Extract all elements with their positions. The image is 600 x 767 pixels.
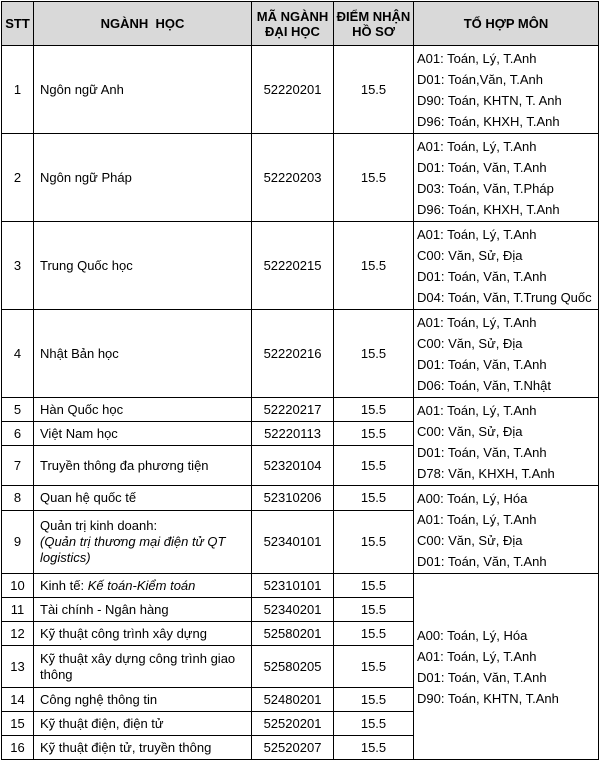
- combo-cell: A01: Toán, Lý, T.Anh C00: Văn, Sử, Địa D01: Toán, Văn, T.Anh D78: Văn, KHXH, T.Anh: [414, 398, 599, 486]
- stt-cell: 11: [2, 598, 34, 622]
- score-cell: 15.5: [334, 446, 414, 486]
- major-cell: Hàn Quốc học: [34, 398, 252, 422]
- score-cell: 15.5: [334, 646, 414, 688]
- major-cell: Công nghệ thông tin: [34, 688, 252, 712]
- score-cell: 15.5: [334, 134, 414, 222]
- table-row: [2, 574, 599, 598]
- stt-cell: 8: [2, 486, 34, 511]
- major-cell: Kỹ thuật xây dựng công trình giao thông: [34, 646, 252, 688]
- major-cell: Tài chính - Ngân hàng: [34, 598, 252, 622]
- score-cell: 15.5: [334, 688, 414, 712]
- table-row: [2, 310, 599, 398]
- score-cell: 15.5: [334, 422, 414, 446]
- stt-cell: 13: [2, 646, 34, 688]
- code-cell: 52310101: [252, 574, 334, 598]
- admission-table: [1, 1, 599, 760]
- score-cell: 15.5: [334, 222, 414, 310]
- major-cell: Kỹ thuật điện tử, truyền thông: [34, 736, 252, 760]
- score-cell: 15.5: [334, 598, 414, 622]
- stt-cell: 12: [2, 622, 34, 646]
- table-row: [2, 134, 599, 222]
- major-cell: Kỹ thuật công trình xây dựng: [34, 622, 252, 646]
- combo-cell: A00: Toán, Lý, Hóa A01: Toán, Lý, T.Anh C00: Văn, Sử, Địa D01: Toán, Văn, T.Anh: [414, 486, 599, 574]
- stt-cell: 7: [2, 446, 34, 486]
- header-score: ĐIỂM NHẬN HỒ SƠ: [334, 2, 414, 46]
- table-row: [2, 486, 599, 511]
- score-cell: 15.5: [334, 511, 414, 574]
- code-cell: 52220215: [252, 222, 334, 310]
- stt-cell: 2: [2, 134, 34, 222]
- table-row: [2, 398, 599, 422]
- major-cell: Ngôn ngữ Pháp: [34, 134, 252, 222]
- score-cell: 15.5: [334, 622, 414, 646]
- major-cell: Quản trị kinh doanh: (Quản trị thương mại điện tử QT logistics): [34, 511, 252, 574]
- code-cell: 52340201: [252, 598, 334, 622]
- stt-cell: 3: [2, 222, 34, 310]
- combo-cell: A01: Toán, Lý, T.Anh C00: Văn, Sử, Địa D01: Toán, Văn, T.Anh D06: Toán, Văn, T.Nhật: [414, 310, 599, 398]
- score-cell: 15.5: [334, 310, 414, 398]
- code-cell: 52220217: [252, 398, 334, 422]
- stt-cell: 9: [2, 511, 34, 574]
- score-cell: 15.5: [334, 46, 414, 134]
- stt-cell: 16: [2, 736, 34, 760]
- code-cell: 52320104: [252, 446, 334, 486]
- combo-cell: A01: Toán, Lý, T.Anh D01: Toán,Văn, T.Anh D90: Toán, KHTN, T. Anh D96: Toán, KHXH, T.Anh: [414, 46, 599, 134]
- major-cell: Truyền thông đa phương tiện: [34, 446, 252, 486]
- combo-cell: A01: Toán, Lý, T.Anh C00: Văn, Sử, Địa D01: Toán, Văn, T.Anh D04: Toán, Văn, T.Trung Quốc: [414, 222, 599, 310]
- major-cell: Ngôn ngữ Anh: [34, 46, 252, 134]
- major-cell: Nhật Bản học: [34, 310, 252, 398]
- table-row: [2, 46, 599, 134]
- code-cell: 52220216: [252, 310, 334, 398]
- header-combo: TỔ HỢP MÔN: [414, 2, 599, 46]
- major-cell: Kỹ thuật điện, điện tử: [34, 712, 252, 736]
- stt-cell: 15: [2, 712, 34, 736]
- major-cell: Quan hệ quốc tế: [34, 486, 252, 511]
- major-cell: Kinh tế: Kế toán-Kiểm toán: [34, 574, 252, 598]
- header-stt: STT: [2, 2, 34, 46]
- major-cell: Việt Nam học: [34, 422, 252, 446]
- score-cell: 15.5: [334, 486, 414, 511]
- code-cell: 52220203: [252, 134, 334, 222]
- major-cell: Trung Quốc học: [34, 222, 252, 310]
- header-major: NGÀNH HỌC: [34, 2, 252, 46]
- stt-cell: 5: [2, 398, 34, 422]
- header-row: [2, 2, 599, 46]
- code-cell: 52480201: [252, 688, 334, 712]
- stt-cell: 1: [2, 46, 34, 134]
- code-cell: 52520201: [252, 712, 334, 736]
- code-cell: 52520207: [252, 736, 334, 760]
- combo-cell: A01: Toán, Lý, T.Anh D01: Toán, Văn, T.Anh D03: Toán, Văn, T.Pháp D96: Toán, KHXH, T.Anh: [414, 134, 599, 222]
- stt-cell: 14: [2, 688, 34, 712]
- code-cell: 52220113: [252, 422, 334, 446]
- code-cell: 52310206: [252, 486, 334, 511]
- score-cell: 15.5: [334, 398, 414, 422]
- stt-cell: 4: [2, 310, 34, 398]
- score-cell: 15.5: [334, 574, 414, 598]
- code-cell: 52220201: [252, 46, 334, 134]
- code-cell: 52340101: [252, 511, 334, 574]
- combo-cell: A00: Toán, Lý, Hóa A01: Toán, Lý, T.Anh D01: Toán, Văn, T.Anh D90: Toán, KHTN, T.Anh: [414, 574, 599, 760]
- score-cell: 15.5: [334, 736, 414, 760]
- table-row: [2, 222, 599, 310]
- stt-cell: 6: [2, 422, 34, 446]
- score-cell: 15.5: [334, 712, 414, 736]
- header-code: MÃ NGÀNH ĐẠI HỌC: [252, 2, 334, 46]
- stt-cell: 10: [2, 574, 34, 598]
- code-cell: 52580205: [252, 646, 334, 688]
- code-cell: 52580201: [252, 622, 334, 646]
